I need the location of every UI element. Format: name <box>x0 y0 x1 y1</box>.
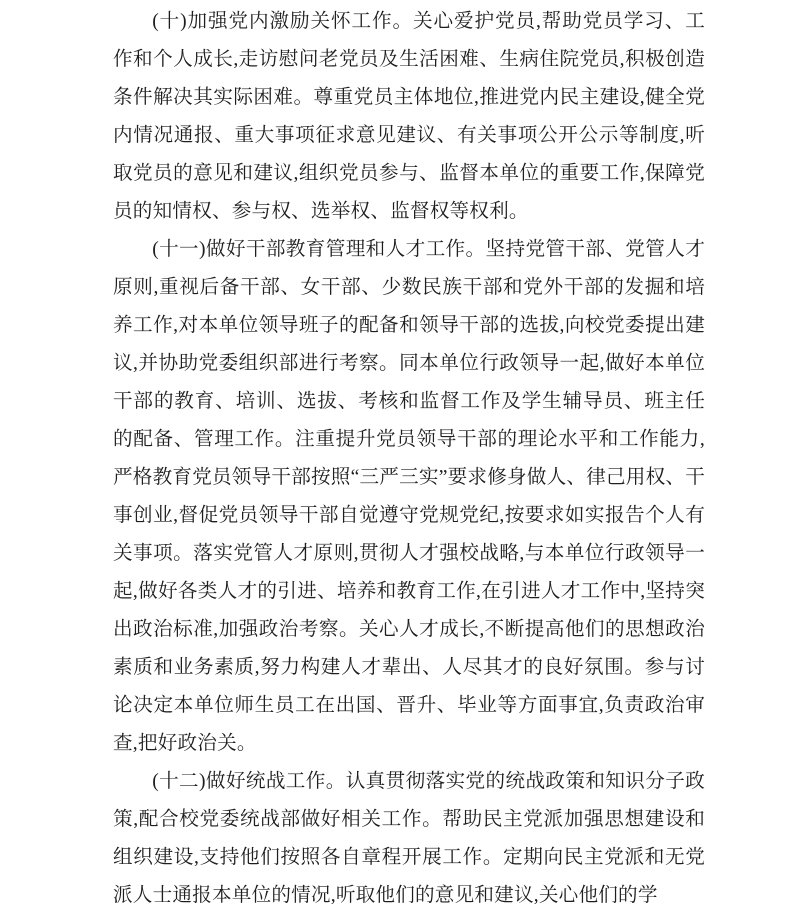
paragraph-clause-12: (十二)做好统战工作。认真贯彻落实党的统战政策和知识分子政策,配合校党委统战部做好相关工作。帮助民主党派加强思想建设和组织建设,支持他们按照各自章程开展工作。定期向民主党派和无党派人士通报本单位的情况,听取他们的意见和建议,关心他们的学 <box>113 771 705 906</box>
paragraph-clause-11: (十一)做好干部教育管理和人才工作。坚持党管干部、党管人才原则,重视后备干部、女干部、少数民族干部和党外干部的发掘和培养工作,对本单位领导班子的配备和领导干部的选拔,向校党委提出建议,并协助党委组织部进行考察。同本单位行政领导一起,做好本单位干部的教育、培训、选拔、考核和监督工作及学生辅导员、班主任的配备、管理工作。注重提升党员领导干部的理论水平和工作能力,严格教育党员领导干部按照“三严三实”要求修身做人、律己用权、干事创业,督促党员领导干部自觉遵守党规党纪,按要求如实报告个人有关事项。落实党管人才原则,贯彻人才强校战略,与本单位行政领导一起,做好各类人才的引进、培养和教育工作,在引进人才工作中,坚持突出政治标准,加强政治考察。关心人才成长,不断提高他们的思想政治素质和业务素质,努力构建人才辈出、人尽其才的良好氛围。参与讨论决定本单位师生员工在出国、晋升、毕业等方面事宜,负责政治审查,把好政治关。 <box>113 239 705 754</box>
paragraph-clause-10: (十)加强党内激励关怀工作。关心爱护党员,帮助党员学习、工作和个人成长,走访慰问老党员及生活困难、生病住院党员,积极创造条件解决其实际困难。尊重党员主体地位,推进党内民主建设,健全党内情况通报、重大事项征求意见建议、有关事项公开公示等制度,听取党员的意见和建议,组织党员参与、监督本单位的重要工作,保障党员的知情权、参与权、选举权、监督权等权利。 <box>113 11 705 222</box>
